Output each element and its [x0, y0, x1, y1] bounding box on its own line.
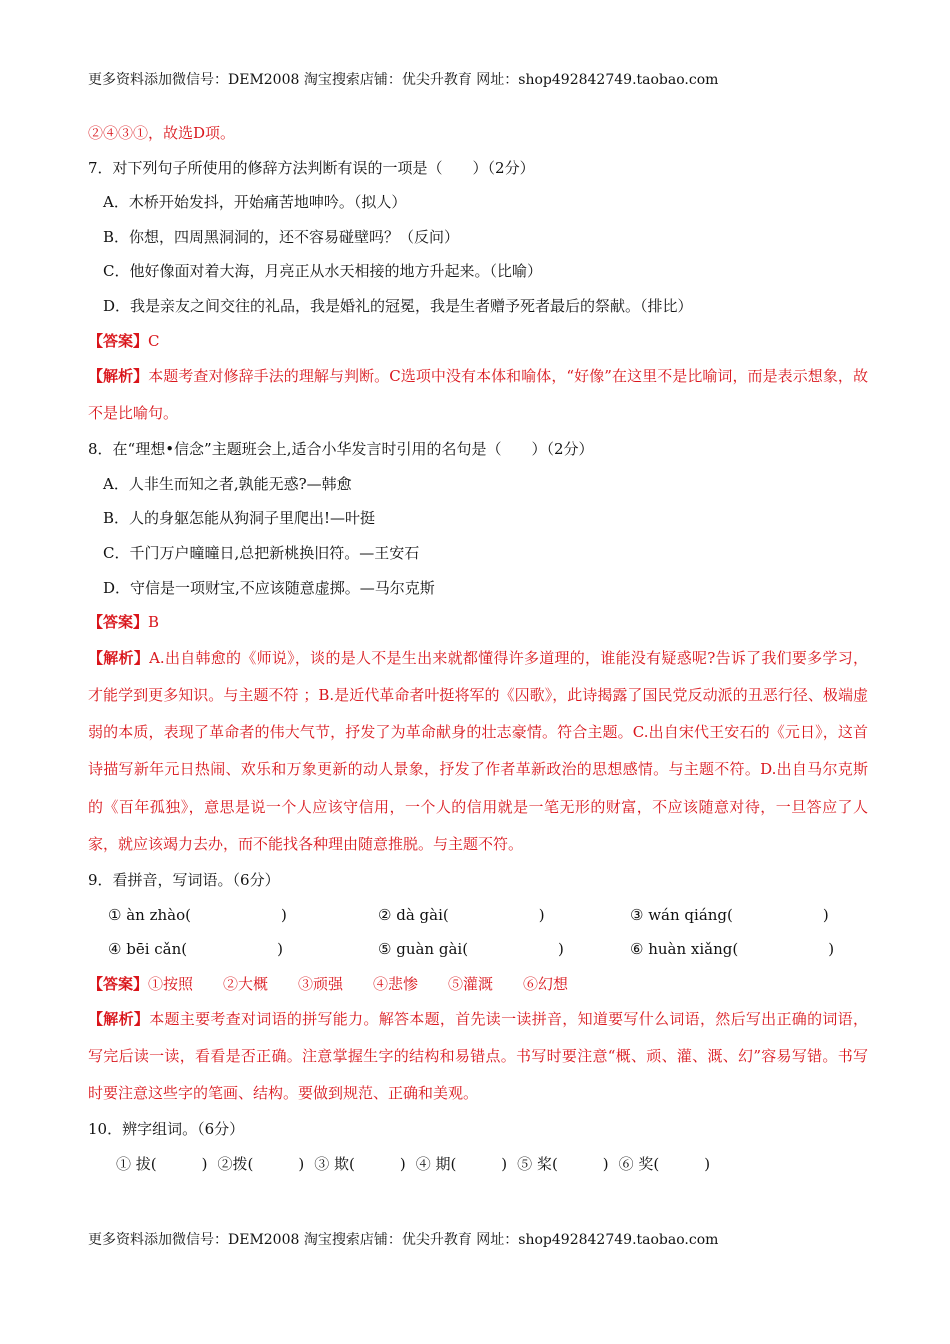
analysis-label: 【解析】	[88, 1010, 150, 1029]
q8-option-a: A．人非生而知之者,孰能无惑?—韩愈	[103, 474, 352, 493]
q10-item-3: ③ 欺( )	[314, 1154, 406, 1173]
q8-answer	[88, 605, 868, 640]
q9-stem: 9．看拼音，写词语。（6分）	[88, 870, 280, 889]
q7-analysis-text: 本题考查对修辞手法的理解与判断。C选项中没有本体和喻体，“好像”在这里不是比喻词，而是表示想象，故不是比喻句。	[88, 367, 868, 423]
q7-analysis	[88, 358, 868, 432]
q10-item-1: ① 拔( )	[116, 1154, 208, 1173]
q9-item-5: ⑤ guàn gài( )	[378, 940, 564, 959]
q9-answer	[88, 967, 868, 1002]
q8-option-b: B．人的身躯怎能从狗洞子里爬出!—叶挺	[103, 509, 376, 528]
q8-stem: 8．在“理想•信念”主题班会上,适合小华发言时引用的名句是（ ）（2分）	[88, 440, 594, 459]
q7-answer-value: C	[148, 331, 160, 350]
q9-pinyin-row-2	[88, 932, 868, 967]
q9-analysis-text: 本题主要考查对词语的拼写能力。解答本题，首先读一读拼音，知道要写什么词语，然后写出正确的词语，写完后读一读，看看是否正确。注意掌握生字的结构和易错点。书写时要注意“概、顽、灌、溉、幻”容易写错。书写时要注意这些字的笔画、结构。要做到规范、正确和美观。	[88, 1010, 868, 1103]
q9-item-2: ② dà gài( )	[378, 905, 545, 924]
q7-answer	[88, 324, 868, 359]
q8-option-c: C．千门万户曈曈日,总把新桃换旧符。—王安石	[103, 543, 420, 562]
q7-stem: 7．对下列句子所使用的修辞方法判断有误的一项是（ ）（2分）	[88, 158, 535, 177]
q8-analysis	[88, 640, 868, 863]
page-header: 更多资料添加微信号：DEM2008 淘宝搜索店铺：优尖升教育 网址：shop492842749.taobao.com	[88, 72, 719, 88]
answer-label: 【答案】	[88, 613, 149, 632]
answer-label: 【答案】	[88, 331, 149, 350]
analysis-label: 【解析】	[88, 648, 150, 667]
q8-analysis-text: A.出自韩愈的《师说》，谈的是人不是生出来就都懂得许多道理的，谁能没有疑惑呢?告诉了我们要多学习，才能学到更多知识。与主题不符 ；B.是近代革命者叶挺将军的《囚歌》，此诗揭露了国民党反动派的丑恶行径、极端虚弱的本质，表现了革命者的伟大气节，抒发了为革命献身的壮志豪情。符合主题。C.出自宋代王安石的《元日》，这首诗描写新年元日热闹、欢乐和万象更新的动人景象，抒发了作者革新政治的思想感情。与主题不符。D.出自马尔克斯的《百年孤独》，意思是说一个人应该守信用，一个人的信用就是一笔无形的财富，不应该随意对待，一旦答应了人家，就应该竭力去办，而不能找各种理由随意推脱。与主题不符。	[88, 648, 868, 853]
q7-option-c: C．他好像面对着大海，月亮正从水天相接的地方升起来。（比喻）	[103, 262, 542, 281]
q9-analysis	[88, 1001, 868, 1112]
q9-item-1: ① àn zhào( )	[108, 905, 287, 924]
q7-option-d: D．我是亲友之间交往的礼品，我是婚礼的冠冕，我是生者赠予死者最后的祭献。（排比）	[103, 296, 693, 315]
q9-answer-value: ①按照 ②大概 ③顽强 ④悲惨 ⑤灌溉 ⑥幻想	[148, 974, 569, 993]
q7-option-b: B．你想，四周黑洞洞的，还不容易碰壁吗？（反问）	[103, 227, 460, 246]
page-content	[88, 116, 868, 1182]
q9-pinyin-row-1	[88, 898, 868, 933]
q10-stem: 10．辨字组词。（6分）	[88, 1120, 245, 1139]
answer-label: 【答案】	[88, 974, 149, 993]
q9-item-3: ③ wán qiáng( )	[630, 905, 829, 924]
analysis-label: 【解析】	[88, 367, 149, 386]
previous-answer-tail: ②④③①，故选D项。	[88, 124, 236, 142]
q10-items-row	[88, 1147, 868, 1182]
q8-answer-value: B	[148, 613, 160, 632]
q10-item-5: ⑤ 桨( )	[517, 1154, 609, 1173]
q10-item-2: ②拨( )	[217, 1154, 305, 1173]
q9-item-6: ⑥ huàn xiǎng( )	[630, 940, 835, 959]
q10-item-4: ④ 期( )	[415, 1154, 508, 1173]
q7-option-a: A．木桥开始发抖，开始痛苦地呻吟。（拟人）	[103, 193, 407, 212]
q10-item-6: ⑥ 奖( )	[618, 1154, 711, 1173]
q8-option-d: D．守信是一项财宝,不应该随意虚掷。—马尔克斯	[103, 578, 435, 597]
q9-item-4: ④ bēi cǎn( )	[108, 940, 283, 959]
page-footer: 更多资料添加微信号：DEM2008 淘宝搜索店铺：优尖升教育 网址：shop492842749.taobao.com	[88, 1232, 719, 1248]
